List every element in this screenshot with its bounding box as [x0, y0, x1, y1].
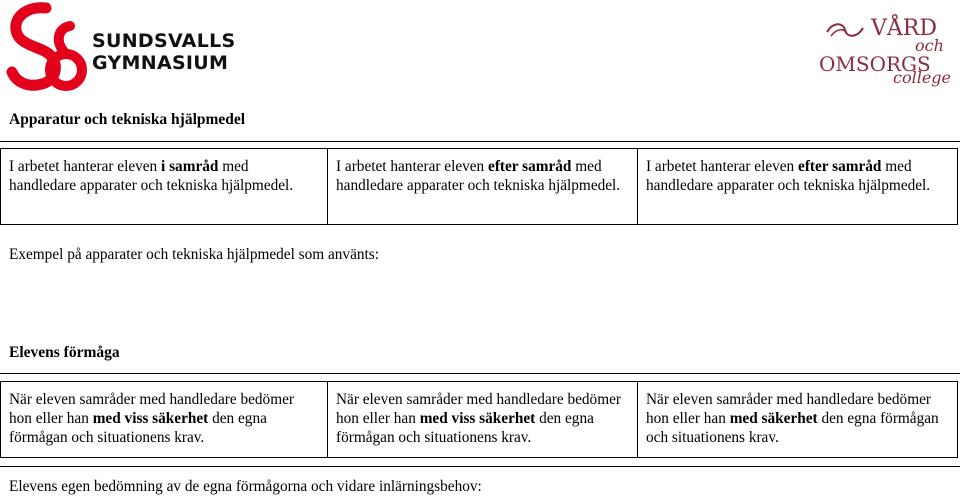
criteria-table-formaga	[0, 381, 958, 458]
section-title-apparatur: Apparatur och tekniska hjälpmedel	[9, 111, 246, 128]
logo-line-1: SUNDSVALLS	[92, 30, 236, 52]
cell-text: I arbetet hanterar eleven	[336, 158, 489, 175]
cell-text: den egna förmågan och situationens krav.	[646, 410, 939, 446]
cell-emphasis: med viss säkerhet	[419, 410, 536, 427]
logo-word-och: och	[915, 36, 944, 55]
divider	[0, 373, 960, 374]
cell-emphasis: efter samråd	[798, 158, 882, 175]
cell-text: När eleven samråder med handledare bedömer hon eller han	[9, 391, 294, 427]
cell-emphasis: med säkerhet	[729, 410, 818, 427]
criteria-cell	[328, 382, 638, 457]
logo-line-2: GYMNASIUM	[92, 52, 229, 74]
cell-emphasis: med viss säkerhet	[92, 410, 209, 427]
criteria-table-apparatur	[0, 148, 958, 225]
criteria-cell	[638, 149, 957, 224]
cell-text: med handledare apparater och tekniska hjälpmedel.	[9, 158, 294, 194]
cell-text: I arbetet hanterar eleven	[646, 158, 799, 175]
logo-word-college: college	[893, 68, 952, 87]
cell-emphasis: efter samråd	[488, 158, 572, 175]
examples-label: Exempel på apparater och tekniska hjälpmedel som använts:	[9, 246, 379, 263]
cell-emphasis: i samråd	[161, 158, 219, 175]
divider	[0, 466, 960, 467]
cell-text: den egna förmågan och situationens krav.	[9, 410, 267, 446]
cell-text: När eleven samråder med handledare bedömer hon eller han	[646, 391, 931, 427]
cell-text: med handledare apparater och tekniska hjälpmedel.	[336, 158, 621, 194]
cell-text: När eleven samråder med handledare bedömer hon eller han	[336, 391, 621, 427]
vard-omsorgs-college-logo	[815, 16, 960, 98]
criteria-cell	[1, 149, 328, 224]
swirl-icon	[825, 20, 865, 42]
sundsvalls-gymnasium-logo	[6, 2, 246, 98]
self-assessment-label: Elevens egen bedömning av de egna förmågorna och vidare inlärningsbehov:	[9, 478, 482, 495]
cell-text: med handledare apparater och tekniska hjälpmedel.	[646, 158, 931, 194]
logo-word-vard: VÅRD	[871, 16, 937, 41]
criteria-cell	[1, 382, 328, 457]
divider	[0, 141, 960, 142]
criteria-cell	[638, 382, 957, 457]
logo-word-omsorgs: OMSORGS	[819, 52, 931, 76]
criteria-cell	[328, 149, 638, 224]
section-title-formaga: Elevens förmåga	[9, 344, 120, 361]
cell-text: I arbetet hanterar eleven	[9, 158, 162, 175]
cell-text: den egna förmågan och situationens krav.	[336, 410, 594, 446]
